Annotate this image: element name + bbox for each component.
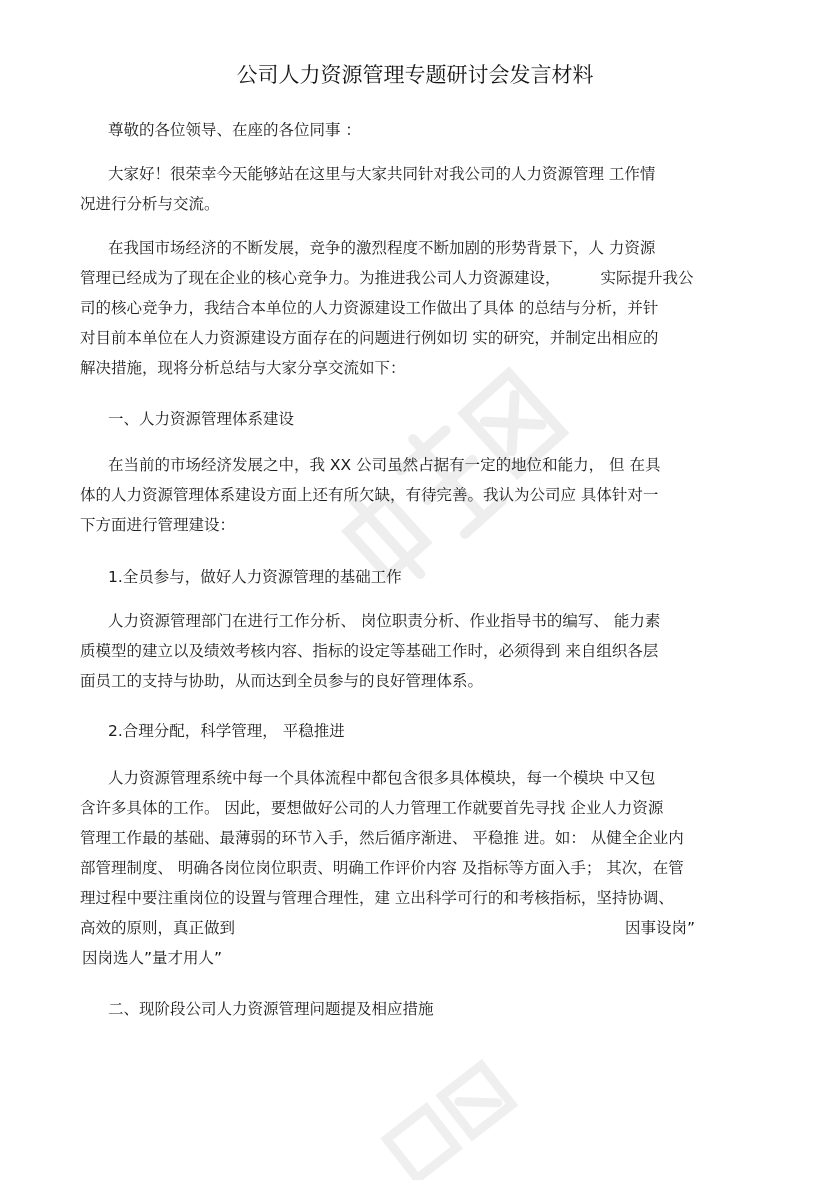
text-line bbox=[80, 913, 750, 943]
text-line: 对目前本单位在人力资源建设方面存在的问题进行例如切 实的研究，并制定出相应的 bbox=[80, 329, 659, 347]
paragraph-background bbox=[80, 233, 750, 383]
text-line: 大家好！很荣幸今天能够站在这里与大家共同针对我公司的人力资源管理 工作情 bbox=[108, 165, 656, 183]
watermark-icon bbox=[360, 1040, 520, 1180]
section-heading-2: 二、现阶段公司人力资源管理问题提及相应措施 bbox=[108, 1000, 434, 1018]
section-heading-1: 一、人力资源管理体系建设 bbox=[108, 410, 295, 428]
text-line: 人力资源管理部门在进行工作分析、 岗位职责分析、作业指导书的编写、 能力素 bbox=[108, 612, 661, 630]
text-line: 况进行分析与交流。 bbox=[80, 195, 220, 213]
greeting: 尊敬的各位领导、在座的各位同事 ： bbox=[108, 121, 361, 139]
text-line: 管理工作最的基础、最薄弱的环节入手，然后循序渐进、 平稳推 进。如： 从健全企业内 bbox=[80, 829, 684, 847]
paragraph-system bbox=[80, 450, 750, 540]
text-line: 人力资源管理系统中每一个具体流程中都包含很多具体模块，每一个模块 中又包 bbox=[108, 769, 656, 787]
text-line: 在我国市场经济的不断发展，竞争的激烈程度不断加剧的形势背景下，人 力资源 bbox=[108, 239, 656, 257]
text-fragment: 实际提升我公 bbox=[600, 269, 694, 287]
paragraph-participation bbox=[80, 606, 750, 696]
text-line: 在当前的市场经济发展之中，我 XX 公司虽然占据有一定的地位和能力， 但 在具 bbox=[108, 456, 661, 474]
text-fragment: 管理已经成为了现在企业的核心竞争力。为推进我公司人力资源建设， bbox=[80, 269, 561, 287]
text-line: 因岗选人”量才用人” bbox=[82, 949, 223, 967]
text-line: 理过程中要注重岗位的设置与管理合理性，建 立出科学可行的和考核指标，坚持协调、 bbox=[80, 889, 674, 907]
subheading-1: 1.全员参与，做好人力资源管理的基础工作 bbox=[108, 568, 402, 586]
text-line: 含许多具体的工作。 因此，要想做好公司的人力管理工作就要首先寻找 企业人力资源 bbox=[80, 799, 664, 817]
text-line: 质模型的建立以及绩效考核内容、指标的设定等基础工作时，必须得到 来自组织各层 bbox=[80, 642, 659, 660]
text-line: 司的核心竞争力，我结合本单位的人力资源建设工作做出了具体 的总结与分析，并针 bbox=[80, 299, 659, 317]
subheading-2: 2.合理分配，科学管理， 平稳推进 bbox=[108, 722, 345, 740]
paragraph-allocation bbox=[80, 763, 750, 973]
text-fragment: 高效的原则，真正做到 bbox=[80, 919, 236, 937]
text-line: 下方面进行管理建设： bbox=[80, 516, 236, 534]
paragraph-intro bbox=[80, 159, 750, 219]
text-line: 部管理制度、 明确各岗位岗位职责、明确工作评价内容 及指标等方面入手； 其次，在管 bbox=[80, 859, 684, 877]
text-line: 解决措施，现将分析总结与大家分享交流如下： bbox=[80, 359, 406, 377]
page-title: 公司人力资源管理专题研讨会发言材料 bbox=[236, 63, 594, 87]
text-line: 面员工的支持与协助，从而达到全员参与的良好管理体系。 bbox=[80, 672, 484, 690]
text-fragment: 因事设岗” bbox=[625, 919, 696, 937]
text-line: 体的人力资源管理体系建设方面上还有所欠缺，有待完善。我认为公司应 具体针对一 bbox=[80, 486, 659, 504]
text-line bbox=[80, 263, 750, 293]
